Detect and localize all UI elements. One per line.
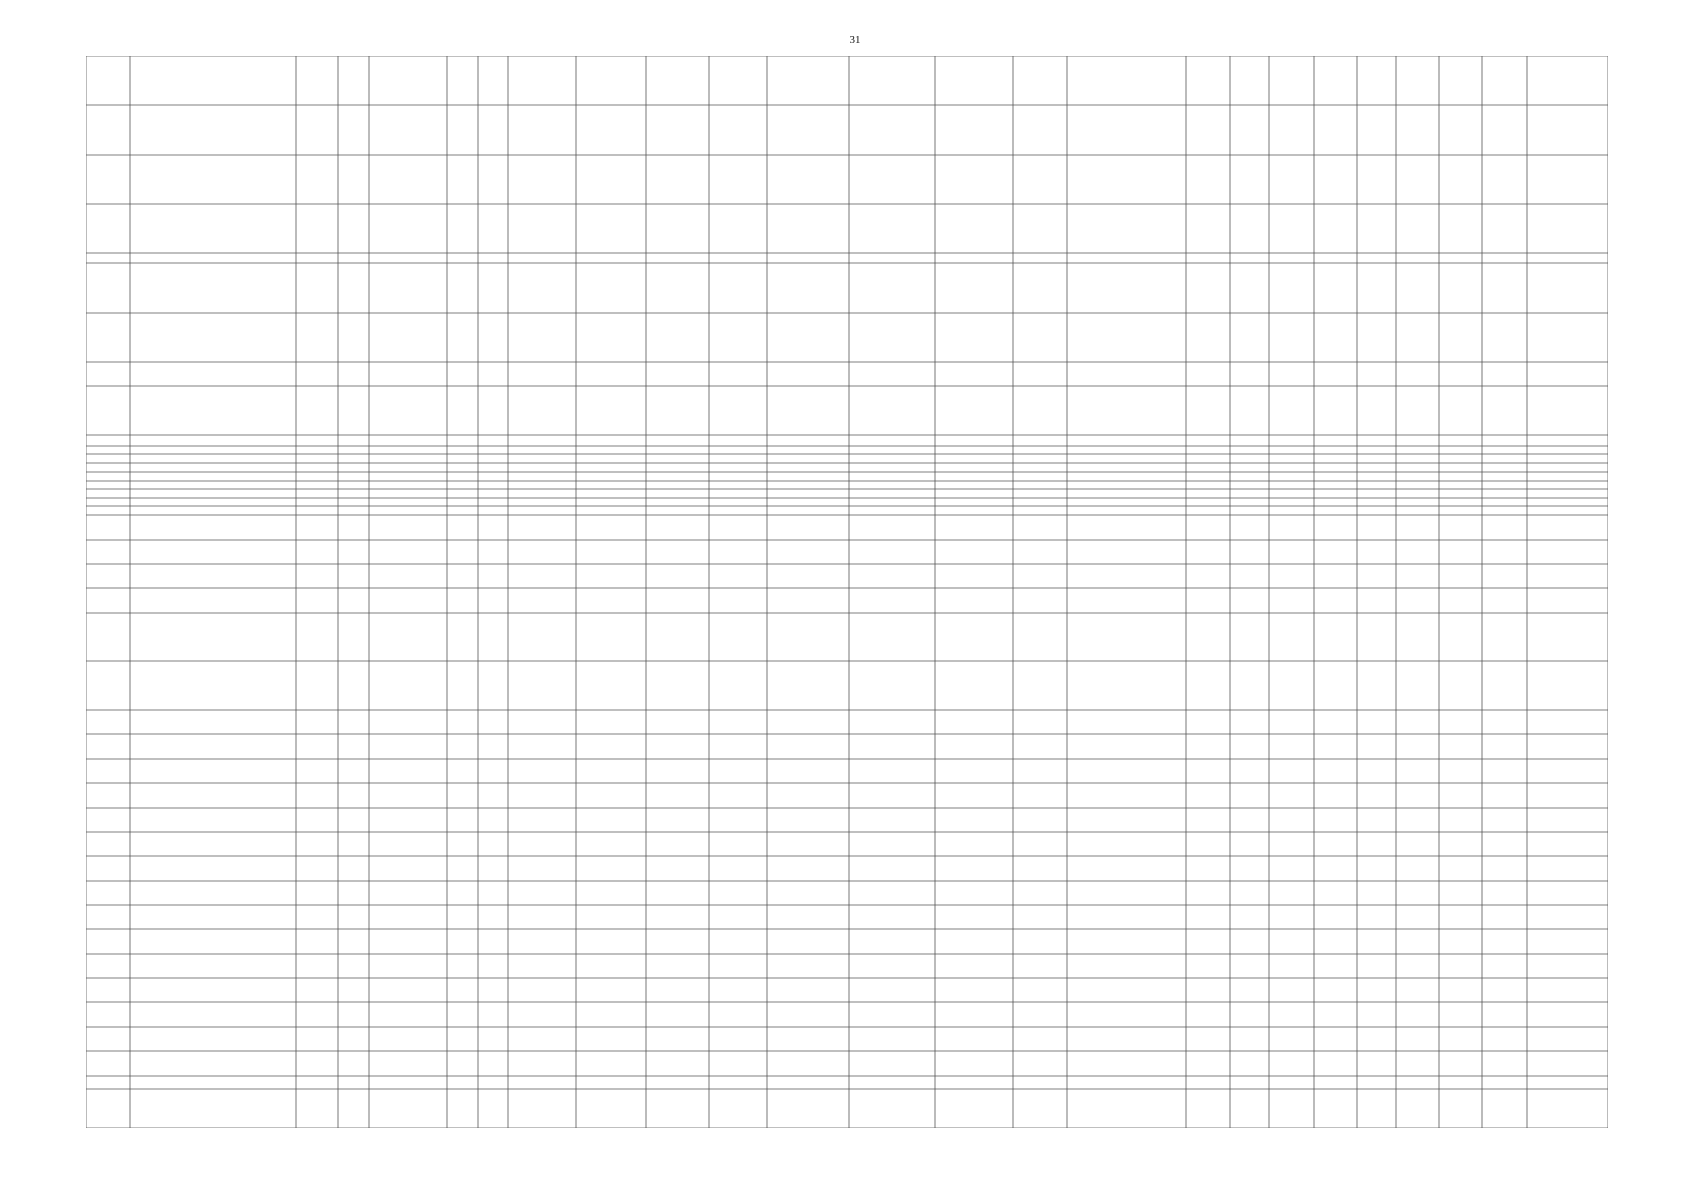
table-grid-lines [86,56,1608,1128]
page-number: 31 [849,34,861,46]
data-table [86,56,1608,1128]
